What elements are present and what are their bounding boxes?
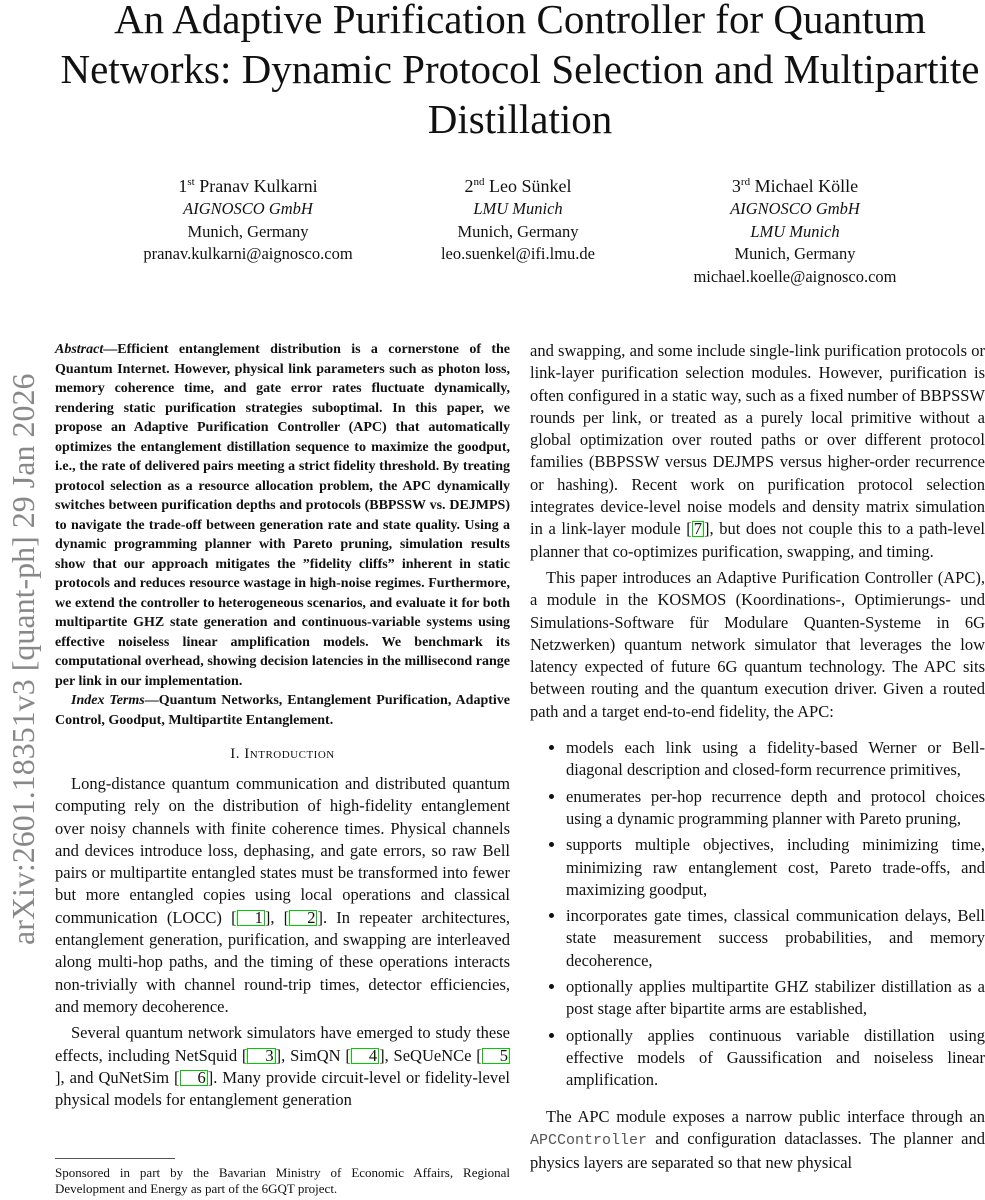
citation-link[interactable]: 3 xyxy=(247,1048,275,1064)
section-heading: I. Introduction xyxy=(230,746,335,762)
author-affiliation: AIGNOSCO GmbH xyxy=(730,199,860,218)
code-identifier: APCController xyxy=(530,1131,648,1149)
arxiv-identifier: arXiv:2601.18351v3 [quant-ph] 29 Jan 2026 xyxy=(5,373,41,945)
paragraph: Several quantum network simulators have emerged to study these effects, including NetSquid [ 3 ], SimQN [ 4 ], SeQUeNCe [ 5], and QuNetSim [ 6 ]. Many provide circuit-level or fidelity-level physical models for entanglement generation xyxy=(55,1023,510,1110)
paragraph: This paper introduces an Adaptive Purification Controller (APC), a module in the KOSMOS (Koordinations-, Optimierungs- und Simulations-Software für Modulare Quanten-Systeme in 6G Netzwerken) quantum network simulator that leverages the low latency expected of future 6G quantum technology. The APC sits between routing and the quantum execution driver. Given a routed path and a target end-to-end fidelity, the APC: xyxy=(530,567,985,721)
paper-title: An Adaptive Purification Controller for Quantum Networks: Dynamic Protocol Selection and Multipartite Distillation xyxy=(60,0,980,142)
footnote-divider xyxy=(55,1158,175,1159)
author-email[interactable]: michael.koelle@aignosco.com xyxy=(693,266,897,286)
paragraph-continued: and swapping, and some include single-link purification protocols or link-layer purification selection modules. However, purification is often configured in a static way, such as a fixed number of BBPSSW rounds per link, or treated as a purely local primitive without a global optimization over routed paths or over different protocol families (BBPSSW versus DEJMPS versus higher-order recurrence or hashing). Recent work on purification protocol selection integrates device-level noise models and density matrix simulation in a link-layer module [ 7 ], but does not couple this to a path-level planner that co-optimizes purification, swapping, and timing. xyxy=(530,341,985,561)
author-block-2 xyxy=(418,170,618,266)
paragraph: The APC module exposes a narrow public interface through an APCController and configuration dataclasses. The planner and physics layers are separated so that new physical xyxy=(530,1106,985,1173)
index-terms xyxy=(55,691,510,730)
author-block-1 xyxy=(128,170,368,266)
footnote: Sponsored in part by the Bavarian Ministry of Economic Affairs, Regional Development and Energy as part of the 6GQT project. xyxy=(55,1165,510,1196)
index-terms-label: Index Terms xyxy=(71,693,145,708)
left-column xyxy=(55,340,510,1111)
citation-link[interactable]: 5 xyxy=(482,1048,510,1064)
citation-link[interactable]: 6 xyxy=(180,1070,208,1086)
list-item: • optionally applies continuous variable distillation using effective models of Gaussification and noiseless linear amplification. xyxy=(566,1025,985,1092)
list-item: • models each link using a fidelity-based Werner or Bell-diagonal description and closed-form recurrence primitives, xyxy=(566,737,985,782)
abstract-text: —Efficient entanglement distribution is a cornerstone of the Quantum Internet. However, physical link parameters such as photon loss, memory coherence time, and gate error rates fluctuate dynamically, rendering static purification strategies suboptimal. In this paper, we propose an Adaptive Purification Controller (APC) that automatically optimizes the entanglement distillation sequence to maximize the goodput, i.e., the rate of delivered pairs meeting a strict fidelity threshold. By treating protocol selection as a resource allocation problem, the APC dynamically switches between purification depths and protocols (BBPSSW vs. DEJMPS) to navigate the trade-off between generation rate and state quality. Using a dynamic programming planner with Pareto pruning, simulation results show that our approach mitigates the ”fidelity cliffs” inherent in static protocols and reduces resource wastage in high-noise regimes. Furthermore, we extend the controller to heterogeneous scenarios, and evaluate it for both multipartite GHZ state generation and continuous-variable systems using effective noiseless linear amplification models. We benchmark its computational overhead, showing decision latencies in the millisecond range per link in our implementation. xyxy=(55,342,510,689)
author-location: Munich, Germany xyxy=(734,244,856,263)
abstract-label: Abstract xyxy=(55,342,104,357)
author-affiliation: LMU Munich xyxy=(473,199,563,218)
author-location: Munich, Germany xyxy=(457,221,579,241)
list-item: • incorporates gate times, classical communication delays, Bell state measurement success probabilities, and memory decoherence, xyxy=(566,905,985,972)
author-name: 3rd Michael Kölle xyxy=(731,176,859,196)
citation-link[interactable]: 4 xyxy=(351,1048,379,1064)
abstract xyxy=(55,340,510,691)
author-location: Munich, Germany xyxy=(187,221,309,241)
author-email[interactable]: pranav.kulkarni@aignosco.com xyxy=(143,244,353,263)
author-affiliation: AIGNOSCO GmbH xyxy=(183,199,313,218)
list-item: • supports multiple objectives, including minimizing time, minimizing raw entanglement cost, Pareto trade-offs, and maximizing goodput, xyxy=(566,834,985,901)
citation-link[interactable]: 2 xyxy=(289,910,317,926)
author-email[interactable]: leo.suenkel@ifi.lmu.de xyxy=(440,244,596,263)
citation-link[interactable]: 1 xyxy=(237,910,265,926)
citation-link[interactable]: 7 xyxy=(693,519,703,539)
author-name: 1st Pranav Kulkarni xyxy=(178,176,318,196)
author-name: 2nd Leo Sünkel xyxy=(464,176,572,196)
list-item: • enumerates per-hop recurrence depth and protocol choices using a dynamic programming planner with Pareto pruning, xyxy=(566,786,985,831)
author-affiliation: LMU Munich xyxy=(750,221,840,241)
list-item: • optionally applies multipartite GHZ stabilizer distillation as a post stage after bipartite arms are established, xyxy=(566,976,985,1021)
index-terms-text: —Quantum Networks, Entanglement Purification, Adaptive Control, Goodput, Multipartite Entanglement. xyxy=(55,693,510,728)
right-column xyxy=(530,340,985,1174)
author-block-3 xyxy=(675,170,915,288)
contribution-list xyxy=(530,737,985,1091)
paragraph: Long-distance quantum communication and distributed quantum computing rely on the distribution of high-fidelity entanglement over noisy channels with finite coherence times. Physical channels and devices introduce loss, dephasing, and gate errors, so raw Bell pairs or multipartite entangled states must be transformed into fewer but more entangled copies using local operations and classical communication (LOCC) [ 1 ], [ 2 ]. In repeater architectures, entanglement generation, purification, and swapping are interleaved along multi-hop paths, and the timing of these operations interacts non-trivially with channel round-trip times, detector efficiencies, and memory decoherence. xyxy=(55,774,510,1016)
